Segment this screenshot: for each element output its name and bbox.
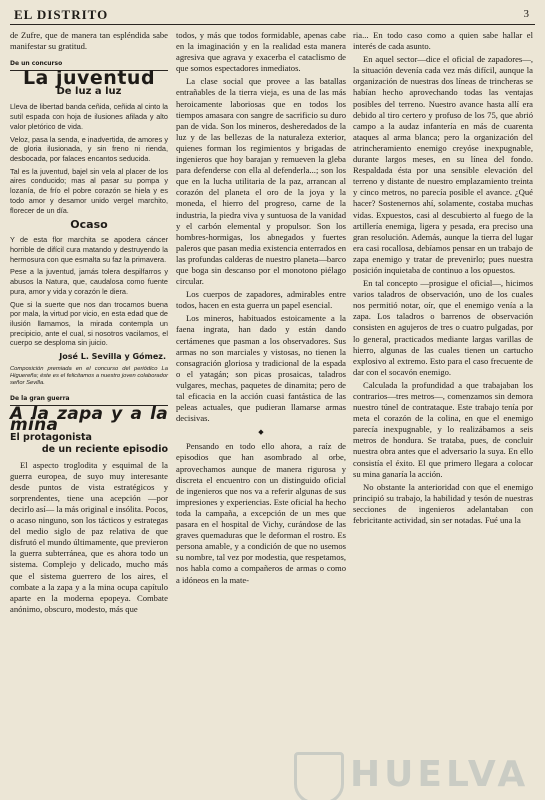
poem-stanza: Tal es la juventud, bajel sin vela al placer de los aires conducido; mas al pasar su pompa y lozanía, de frío el pobre corazón se hiela y es todo amor y desamor unido vergel marchito, florecer de un día. [10, 166, 168, 215]
masthead-title: EL DISTRITO [14, 7, 109, 22]
watermark-text: HUELVA [350, 754, 530, 795]
poem-stanza: Que si la suerte que nos dan trocamos buena por mala, la virtud por vicio, en esta edad que de ilusión llamamos, la mirada contempla un precipicio, ante el cual, si nosotros vacilamos, el cuerpo se desploma sin juicio. [10, 299, 168, 348]
poem-juventud [10, 102, 168, 215]
body-paragraph: La clase social que provee a las batallas entrañables de la tierra vieja, es una de las más heroicamente laboriosas que en todos los tiempos amasara con sangre de sacrificio su duro pan de vida. Son los mineros, desheredados de la luz y de las bellezas de la naturaleza exterior, quienes forman los regimientos y brigadas de ingenieros que hoy barajan y remueven la gleba para defenderse con ella al defenderla...; son los que en la lucha utilitaria de la paz, arrancan al corazón del planeta el oro de la joya y la moneda, el hierro del progreso, carne de la industria, la piedra viva y suntuosa de la vanidad y el carbón elemental y propulsor. Son los hombres-hormigas, los abnegados y fuertes paleros que pasan media existencia enterrados en las profundas calderas de nuestro planeta—barco que boga sin descanso por el monotono piélago circular. [176, 76, 346, 287]
column-2 [176, 30, 346, 588]
body-paragraph: Los mineros, habituados estoicamente a la faena ingrata, han dado y están dando certámenes que pasman a los observadores. Sus armas no son marciales y vistosas, no tienen la consagración gloriosa y tradicional de la espada o el yatagán; son picas prosaicas, taladros vulgares, mechas, paquetes de dinamita; pero de tal eficacia en la acción cuasi fantástica de las peleas actuales, que pudieran llamarse armas decisivas. [176, 313, 346, 424]
poem-stanza: Veloz, pasa la senda, e inadvertida, de amores y de gloria ilusionada, y sin freno ni rienda, desbocada, por falaces encantos seducida. [10, 134, 168, 163]
shield-icon [294, 752, 344, 800]
poem-stanza: Y de esta flor marchita se apodera cáncer horrible de difícil cura matando y destruyendo la hermosura con que esmalta su faz la primavera. [10, 235, 168, 264]
article-subtitle-episodio: de un reciente episodio [41, 443, 168, 455]
separator-ornament: ◆ [258, 428, 264, 437]
poem-ocaso [10, 235, 168, 348]
poem-title-ocaso: Ocaso [70, 218, 108, 232]
body-paragraph: Calculada la profundidad a que trabajaban los contrarios—tres metros—, comenzamos sin demora nuestro túnel de contrataque. Este trabajo tenía por meta el corazón de la colina, en que el enemigo parecía inexpugnable, y lo realizábamos a seis metros de hondura. Se trataba, pues, de concluir nuestra obra antes que el adversario la suya. En ello consistía el éxito. El que primero llegara a colocar su mina ganaría la acción. [353, 379, 533, 479]
body-paragraph: todos, y más que todos formidable, apenas cabe en la imaginación y en la realidad esta manera agresiva que agrava y exacerba el cataclismo de que somos espectadores inmediatos. [176, 30, 346, 74]
article-subtitle-luz: De luz a luz [56, 86, 122, 98]
author-signature: José L. Sevilla y Gómez. [59, 352, 166, 362]
body-paragraph: ria... En todo caso como a quien sabe hallar el interés de cada asunto. [353, 30, 533, 52]
body-paragraph: Los cuerpos de zapadores, admirables entre todos, hacen en esta guerra un papel esencial. [176, 289, 346, 311]
body-paragraph: En aquel sector—dice el oficial de zapadores—, la situación devenía cada vez más difícil, aunque la organización de nuestras dos líneas de trincheras se habían hecho aprovechando todas las ventajas posibles del terreno. Nuestro avance hasta allí era debido al tiro certero y profuso de los 75, que abrió campo a la audaz infantería en más de cuarenta ataques al arma blanca; pero la organización del atrincheramiento enemigo creyóse inexpugnable, durante largos meses, en su línea del fondo. Respaldada ésta por una sensible elevación del terreno y distante de nuestro emplazamiento treinta y cinco metros, no parecía posible el avance. ¿Qué hacer? Sostenernos ahí, solamente, costaba muchas vidas. Expuestos, casi al descubierto al fuego de la artillería enemiga, ligera y pesada, era preciso una gran resolución. Además, aunque la tierra del lugar era casi rocallosa, debíamos pensar en un trabajo de zapa enemigo y tratar de prevenirlo; pues nuestra posición inquietaba de continuo a los opuestos. [353, 54, 533, 275]
body-paragraph: No obstante la anterioridad con que el enemigo principió su trabajo, la habilidad y tesón de nuestras secciones de ingenieros adelantaban con febricitante actividad, sin ser notadas. Fué una la [353, 481, 533, 526]
section-label-concurso: De un concurso [10, 58, 168, 71]
column-1 [10, 30, 168, 617]
article-subtitle-protagonista: El protagonista [10, 432, 92, 444]
article-title-juventud: La juventud [22, 67, 156, 90]
page-number: 3 [523, 8, 529, 20]
section-label-guerra: De la gran guerra [10, 393, 168, 406]
column-3 [353, 30, 533, 528]
body-paragraph: Pensando en todo ello ahora, a raíz de episodios que han asombrado al orbe, aprovechamos aunque de manera rigurosa y discreta el encuentro con un distinguido oficial de ingenieros que nos va a referir algunas de sus impresiones y experiencias. Este oficial ha hecho toda la campaña, a excepción de un mes que pasara en el hospital de Vichy, curándose de las graves quemaduras que le deforman el rostro. Es persona amable, y a condición de que no usemos su nombre, tal vez por modestia, que respetamos, nos habla como a compañeros de armas o como a idóneos en la mate- [176, 441, 346, 585]
article-title-zapa: A la zapa y a la mina [10, 404, 168, 436]
lead-paragraph: de Zufre, que de manera tan espléndida sabe manifestar su gratitud. [10, 30, 168, 52]
body-paragraph: El aspecto troglodita y esquimal de la guerra europea, de suyo muy interesante desde puntos de vista estratégicos y sorprendentes, tiene una acepción —por decirlo así— la más original e insólita. Pocos, o acaso ninguno, son los tácticos y estrategas del medio siglo de paz relativa de que disfrutó el mundo últimamente, que previeron la guerra subterránea, que es ahora todo un sistema. Complejo y delicado, mucho más que el sistema guerrero de los aires, el combate a la zapa y a la mina ocupa capítulo aparte en la moderna epopeya. Combate anónimo, obscuro, modesto, más que [10, 459, 168, 614]
editor-note: Composición premiada en el concurso del periódico La Higuereña; éste es el felicitamos a nuestro joven colaborador señor Sevilla. [10, 366, 168, 387]
poem-stanza: Lleva de libertad banda ceñida, ceñida al cinto la sutil espada con hoja de ilusiones afilada y alto valor pletórico de vida. [10, 102, 168, 131]
poem-stanza: Pese a la juventud, jamás tolera despilfarros y abusos la Natura, que, caudalosa como fuente pura, amor y vida y corazón le diera. [10, 267, 168, 296]
body-paragraph: En tal concepto —prosigue el oficial—, hicimos varios taladros de observación, uno de los cuales nos permitió notar, oír, que el enemigo venía a la zapa. Los taladros o barrenos de observación consisten en agujeros de tres o cuatro pulgadas, por lo general, practicados mediante largas varillas de hierro, algunas de las cuales tienen un cartucho explosivo al extremo. Esto para el caso frecuente de dar con el socavón enemigo. [353, 278, 533, 377]
archive-watermark [290, 752, 545, 800]
masthead [10, 6, 535, 25]
